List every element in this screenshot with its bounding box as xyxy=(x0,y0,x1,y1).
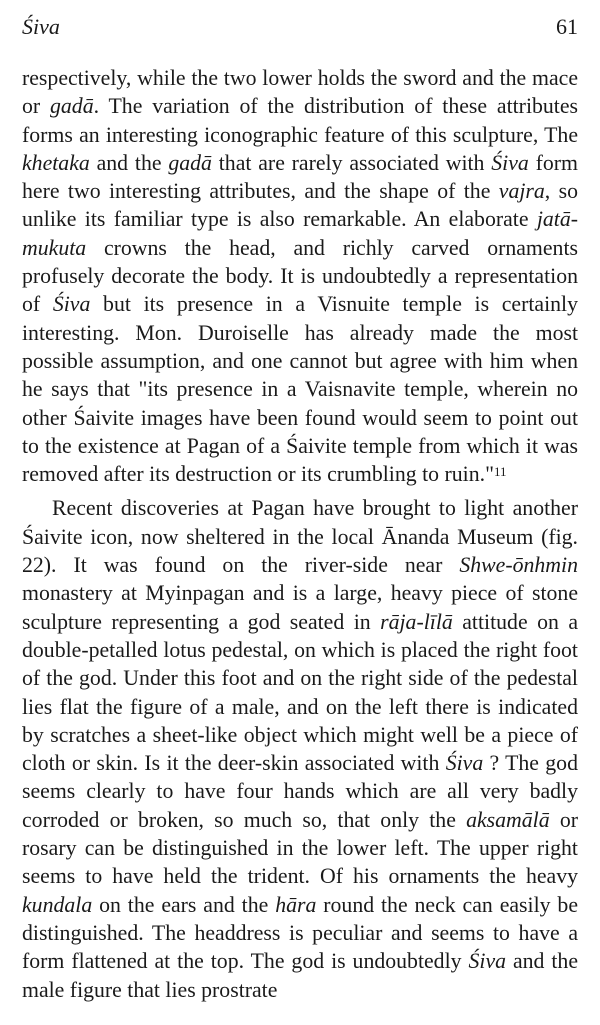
italic-term: kundala xyxy=(22,892,93,917)
text-run: or rosary can be distinguished in the lower left. The upper right seems to have held the trident. Of his ornaments the heavy xyxy=(22,807,578,889)
text-run: attitude on a double-petalled lotus pedestal, on which is placed the right foot of the god. Under this foot and on the right side of the pedestal lies flat the figure of a male, and on the left there is indicated by scratches a sheet-like object which might well be a piece of cloth or skin. Is it the deer-skin associated with xyxy=(22,609,578,776)
italic-term: rāja-līlā xyxy=(380,609,453,634)
text-run: round the neck can easily be distinguished. The headdress is peculiar and seems to have a form flattened at the top. The god is undoubtedly xyxy=(22,892,578,974)
italic-term: khetaka xyxy=(22,150,90,175)
italic-term: jatā-mukuta xyxy=(22,207,578,260)
italic-term: Śiva xyxy=(468,949,507,974)
text-run: respectively, while the two lower holds the sword and the mace or xyxy=(22,66,578,119)
italic-term: Śiva xyxy=(491,150,529,175)
text-run: crowns the head, and richly carved ornaments profusely decorate the body. It is undoubtedly a representation of xyxy=(22,235,578,317)
text-run: that are rarely associated with xyxy=(211,150,492,175)
footnote-marker: 11 xyxy=(493,464,507,480)
text-run: and the male figure that lies prostrate xyxy=(22,949,579,1002)
italic-term: gadā xyxy=(50,94,94,119)
running-head-title: Śiva xyxy=(22,14,60,39)
paragraph-1 xyxy=(22,64,578,488)
text-run: monastery at Myinpagan and is a large, heavy piece of stone sculpture representing a god seated in xyxy=(22,581,578,634)
italic-term: Śiva xyxy=(52,292,91,317)
running-header xyxy=(22,14,578,48)
italic-term: hāra xyxy=(275,892,317,917)
text-run: and the xyxy=(89,150,169,175)
text-run: on the ears and the xyxy=(92,892,276,917)
text-run: , so unlike its familiar type is also remarkable. An elaborate xyxy=(22,179,578,232)
text-run: form here two interesting attributes, and the shape of the xyxy=(22,150,578,204)
body-text xyxy=(22,64,578,1004)
text-run: but its presence in a Visnuite temple is certainly interesting. Mon. Duroiselle has already made the most possible assumption, and one cannot but agree with him when he says that "its presence in a Vaisnavite temple, wherein no other Śaivite images have been found would seem to point out to the existence at Pagan of a Śaivite temple from which it was removed after its destruction or its crumbling to ruin." xyxy=(22,292,578,487)
italic-term: Shwe-ōnhmin xyxy=(459,553,578,578)
text-run: . The variation of the distribution of these attributes forms an interesting iconographic feature of this sculpture, The xyxy=(22,94,579,147)
text-run: ? The god seems clearly to have four hands which are all very badly corroded or broken, so much so, that only the xyxy=(22,751,578,832)
italic-term: Śiva xyxy=(445,751,484,776)
paragraph-2 xyxy=(22,494,578,1003)
italic-term: vajra xyxy=(498,179,545,204)
page-number: 61 xyxy=(556,14,578,39)
text-run: Recent discoveries at Pagan have brought to light another Śaivite icon, now sheltered in the local Ānanda Museum (fig. 22). It was found on the river-side near xyxy=(22,496,578,578)
italic-term: aksamālā xyxy=(466,807,550,832)
italic-term: gadā xyxy=(168,150,212,175)
